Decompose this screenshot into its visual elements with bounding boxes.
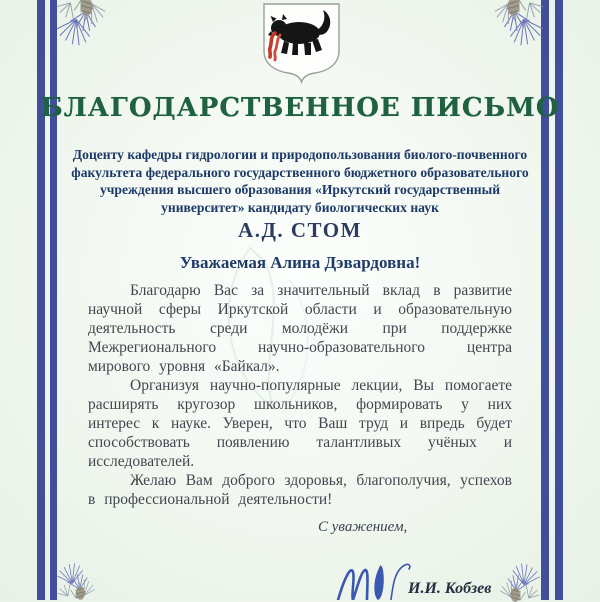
- pine-branch-icon: [50, 556, 102, 602]
- signature-scribble: [333, 560, 411, 600]
- irkutsk-babr-coat-of-arms-icon: [258, 1, 345, 86]
- salutation: Уважаемая Алина Дэвардовна!: [179, 253, 421, 272]
- closing-phrase: С уважением,: [318, 519, 408, 535]
- recipient-line: факультета федерального государственного бюджетного образовательного: [71, 164, 529, 180]
- recipient-line: университет» кандидату биологических наук: [161, 199, 439, 215]
- paragraph: Организуя научно-популярные лекции, Вы помогаете расширять кругозор школьников, формировать у них интерес к науке. Уверен, что Ваш труд и впредь будет способствовать появлению талантливых учёных и исследователей.: [88, 377, 512, 470]
- border-band-left-outer: [37, 0, 45, 600]
- recipient-name: А.Д. СТОМ: [238, 218, 362, 242]
- recipient-line: Доценту кафедры гидрологии и природопользования биолого-почвенного: [72, 147, 528, 162]
- paragraph: Желаю Вам доброго здоровья, благополучия, успехов в профессиональной деятельности!: [88, 472, 512, 508]
- recipient-line: учреждения высшего образования «Иркутский государственный: [99, 182, 501, 197]
- recipient-address-block: [0, 146, 600, 216]
- letter-body: [88, 281, 512, 509]
- letter-title: БЛАГОДАРСТВЕННОЕ ПИСЬМО: [40, 93, 560, 123]
- paragraph: Благодарю Вас за значительный вклад в развитие научной сферы Иркутской области и образовательную деятельность среди молодёжи при поддержке Межрегионального научно-образовательного центра мирового уровня «Байкал».: [88, 282, 512, 375]
- pine-branch-icon: [492, 558, 548, 602]
- border-band-right-inner: [541, 0, 549, 600]
- border-band-right-outer: [555, 0, 563, 600]
- signer-name: И.И. Кобзев: [408, 580, 492, 597]
- border-band-left-inner: [50, 0, 57, 600]
